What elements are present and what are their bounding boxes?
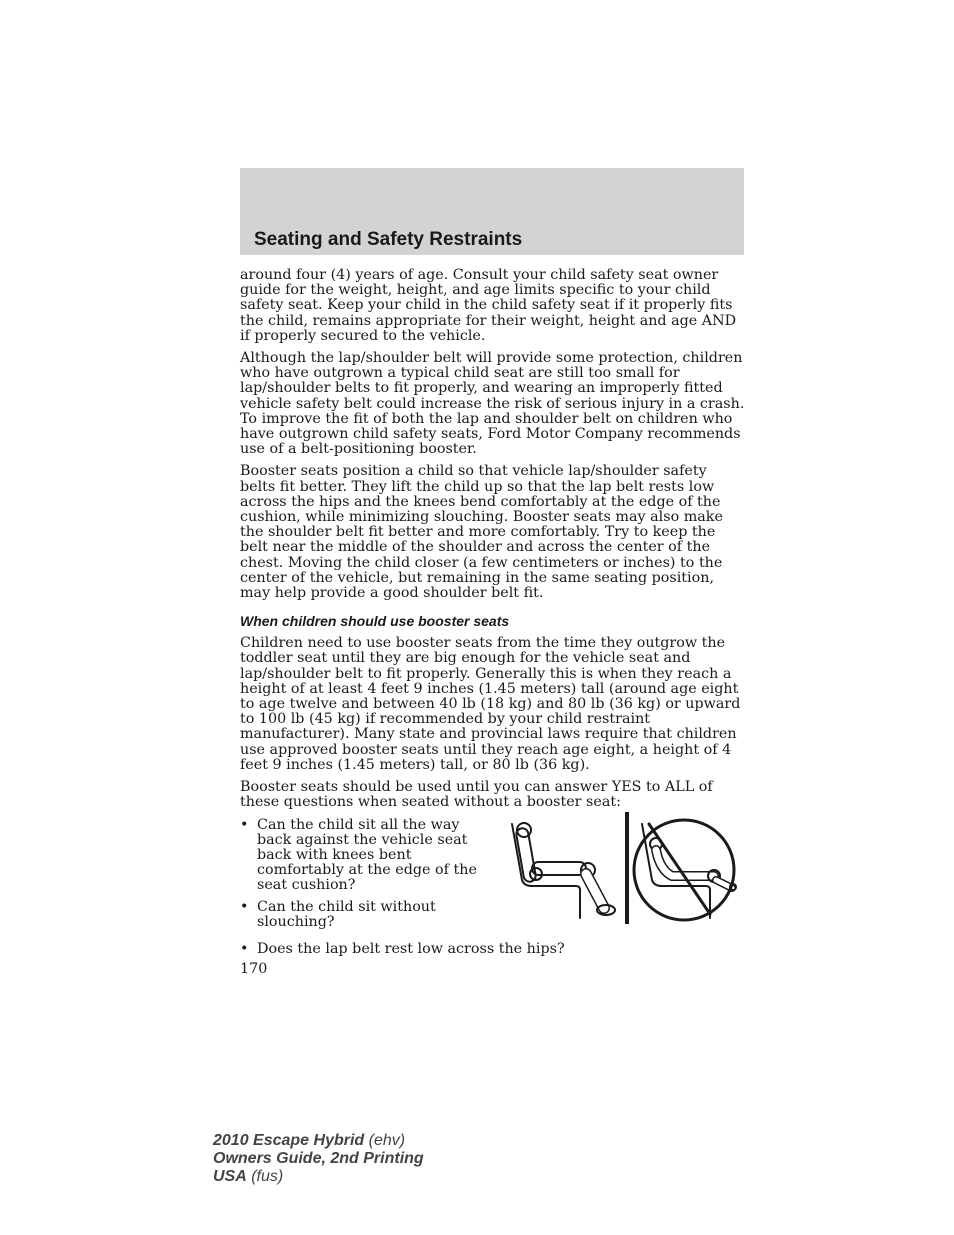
booster-seat-illustration bbox=[506, 810, 744, 926]
subheading: When children should use booster seats bbox=[240, 613, 510, 630]
list-item: • Does the lap belt rest low across the hips? bbox=[240, 941, 746, 957]
footer-market-code: (fus) bbox=[246, 1168, 284, 1185]
bullet-list bbox=[240, 941, 746, 957]
paragraph: Booster seats should be used until you can answer YES to ALL of these questions when seated without a booster seat: bbox=[240, 779, 713, 811]
footer-line bbox=[213, 1168, 424, 1186]
paragraph: Although the lap/shoulder belt will provide some protection, children who have outgrown a typical child seat are still too small for lap/shoulder belts to fit properly, and wearing an improperly fitted vehicle safety belt could increase the risk of serious injury in a crash. To improve the fit of both the lap and shoulder belt on children who have outgrown child safety seats, Ford Motor Company recommends use of a belt-positioning booster. bbox=[240, 350, 745, 458]
section-title: Seating and Safety Restraints bbox=[254, 229, 523, 250]
paragraph: Booster seats position a child so that vehicle lap/shoulder safety belts fit better. They lift the child up so that the lap belt rests low across the hips and the knees bend comfortably at the edge of the cushion, while minimizing slouching. Booster seats may also make the shoulder belt fit better and more comfortably. Try to keep the belt near the middle of the shoulder and across the center of the chest. Moving the child closer (a few centimeters or inches) to the center of the vehicle, but remaining in the same seating position, may help provide a good shoulder belt fit. bbox=[240, 463, 723, 602]
correct-seating-figure bbox=[512, 823, 615, 918]
footer-line bbox=[213, 1132, 424, 1150]
bullet-list bbox=[240, 818, 492, 930]
footer-model: 2010 Escape Hybrid bbox=[213, 1132, 365, 1149]
incorrect-seating-figure bbox=[634, 820, 736, 920]
bullet-list-continued bbox=[240, 941, 746, 963]
list-item: • Can the child sit without slouching? bbox=[240, 900, 492, 930]
paragraph: around four (4) years of age. Consult your child safety seat owner guide for the weight, height, and age limits specific to your child safety seat. Keep your child in the child safety seat if it properly fits the child, remains appropriate for their weight, height and age AND if properly secured to the vehicle. bbox=[240, 267, 737, 344]
footer-market: USA bbox=[213, 1168, 247, 1185]
list-item: • Can the child sit all the way back against the vehicle seat back with knees bent comfortably at the edge of the seat cushion? bbox=[240, 818, 492, 894]
footer-model-code: (ehv) bbox=[364, 1132, 406, 1149]
footer-line bbox=[213, 1150, 424, 1168]
prohibition-circle bbox=[634, 820, 734, 920]
section-header bbox=[240, 168, 744, 255]
paragraph: Children need to use booster seats from the time they outgrow the toddler seat until they are big enough for the vehicle seat and lap/shoulder belt to fit properly. Generally this is when they reach a height of at least 4 feet 9 inches (1.45 meters) tall (around age eight to age twelve and between 40 lb (18 kg) and 80 lb (36 kg) or upward to 100 lb (45 kg) if recommended by your child restraint manufacturer). Many state and provincial laws require that children use approved booster seats until they reach age eight, a height of 4 feet 9 inches (1.45 meters) tall, or 80 lb (36 kg). bbox=[240, 635, 741, 773]
footer-guide: Owners Guide, 2nd Printing bbox=[213, 1150, 424, 1167]
page-number: 170 bbox=[240, 961, 268, 977]
footer bbox=[213, 1132, 424, 1186]
